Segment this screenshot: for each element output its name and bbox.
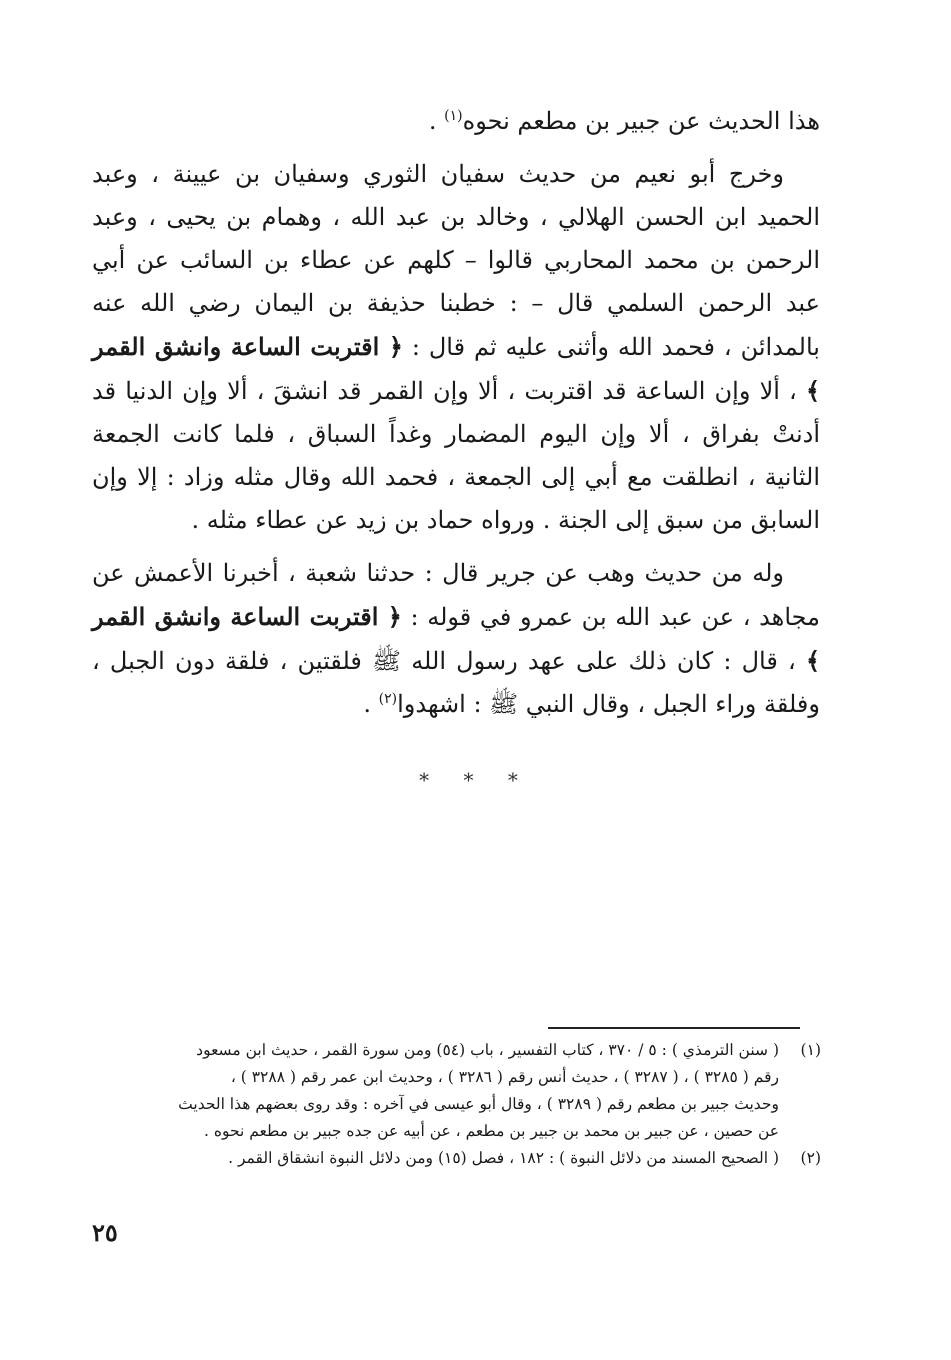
paragraph-1 <box>92 100 820 143</box>
main-text <box>92 100 820 726</box>
footnote-ref-2[interactable]: (٢) <box>378 691 398 707</box>
paragraph-1-end: . <box>428 107 445 135</box>
paragraph-1-text: هذا الحديث عن جبير بن مطعم نحوه <box>462 107 820 135</box>
footnote-2-number: (٢) <box>800 1149 821 1167</box>
paragraph-3-end: . <box>363 690 379 718</box>
footnote-divider <box>548 1027 800 1029</box>
page-number: ٢٥ <box>92 1218 118 1247</box>
quran-verse-2: ﴿ اقتربت الساعة وانشق القمر ﴾ <box>92 602 820 675</box>
footnote-line: عن حصين ، عن جبير بن محمد بن جبير بن مطعم ، عن أبيه عن جده جبير بن مطعم نحوه . <box>204 1122 779 1140</box>
paragraph-2 <box>92 153 820 542</box>
footnote-1-text <box>86 1037 779 1145</box>
footnote-line: رقم ( ٣٢٨٥ ) ، ( ٣٢٨٧ ) ، حديث أنس رقم ( ٣٢٨٦ ) ، وحديث ابن عمر رقم ( ٣٢٨٨ ) ، <box>230 1068 779 1086</box>
footnote-ref-1[interactable]: (١) <box>444 108 463 124</box>
paragraph-3-part1: وله من حديث وهب عن جرير قال : حدثنا شعبة ، أخبرنا الأعمش عن مجاهد ، عن عبد الله بن عمرو في قوله : <box>92 559 820 631</box>
paragraph-2-part2: ، ألا وإن الساعة قد اقتربت ، ألا وإن القمر قد انشقَ ، ألا وإن الدنيا قد أدنتْ بفراق ، ألا وإن اليوم المضمار وغداً السباق ، فلما كانت الجمعة الثانية ، انطلقت مع أبي إلى الجمعة ، فحمد الله وقال مثله وزاد : إلا وإن السابق من سبق إلى الجنة . ورواه حماد بن زيد عن عطاء مثله . <box>92 377 820 534</box>
footnotes <box>86 1037 821 1172</box>
paragraph-3-part2: ، قال : كان ذلك على عهد رسول الله ﷺ فلقتين ، فلقة دون الجبل ، وفلقة وراء الجبل ، وقال النبي ﷺ : اشهدوا <box>92 647 820 718</box>
footnote-line: ( سنن الترمذي ) : ٥ / ٣٧٠ ، كتاب التفسير ، باب (٥٤) ومن سورة القمر ، حديث ابن مسعود <box>196 1041 779 1059</box>
paragraph-2-part1: وخرج أبو نعيم من حديث سفيان الثوري وسفيان بن عيينة ، وعبد الحميد ابن الحسن الهلالي ، وخالد بن عبد الله ، وهمام بن يحيى ، وعبد الرحمن بن محمد المحاربي قالوا – كلهم عن عطاء بن السائب عن أبي عبد الرحمن السلمي قال – : خطبنا حذيفة بن اليمان رضي الله عنه بالمدائن ، فحمد الله وأثنى عليه ثم قال : <box>92 160 820 361</box>
quran-verse-1: ﴿ اقتربت الساعة وانشق القمر ﴾ <box>92 332 820 405</box>
footnote-2-text <box>86 1145 779 1172</box>
footnote-2 <box>86 1145 821 1172</box>
footnote-line: وحديث جبير بن مطعم رقم ( ٣٢٨٩ ) ، وقال أبو عيسى في آخره : وقد روى بعضهم هذا الحديث <box>178 1095 779 1113</box>
footnote-1 <box>86 1037 821 1145</box>
paragraph-3 <box>92 552 820 726</box>
section-separator: * * * <box>419 768 532 792</box>
footnote-1-number: (١) <box>800 1041 821 1059</box>
footnote-line: ( الصحيح المسند من دلائل النبوة ) : ١٨٢ ، فصل (١٥) ومن دلائل النبوة انشقاق القمر . <box>228 1149 779 1167</box>
